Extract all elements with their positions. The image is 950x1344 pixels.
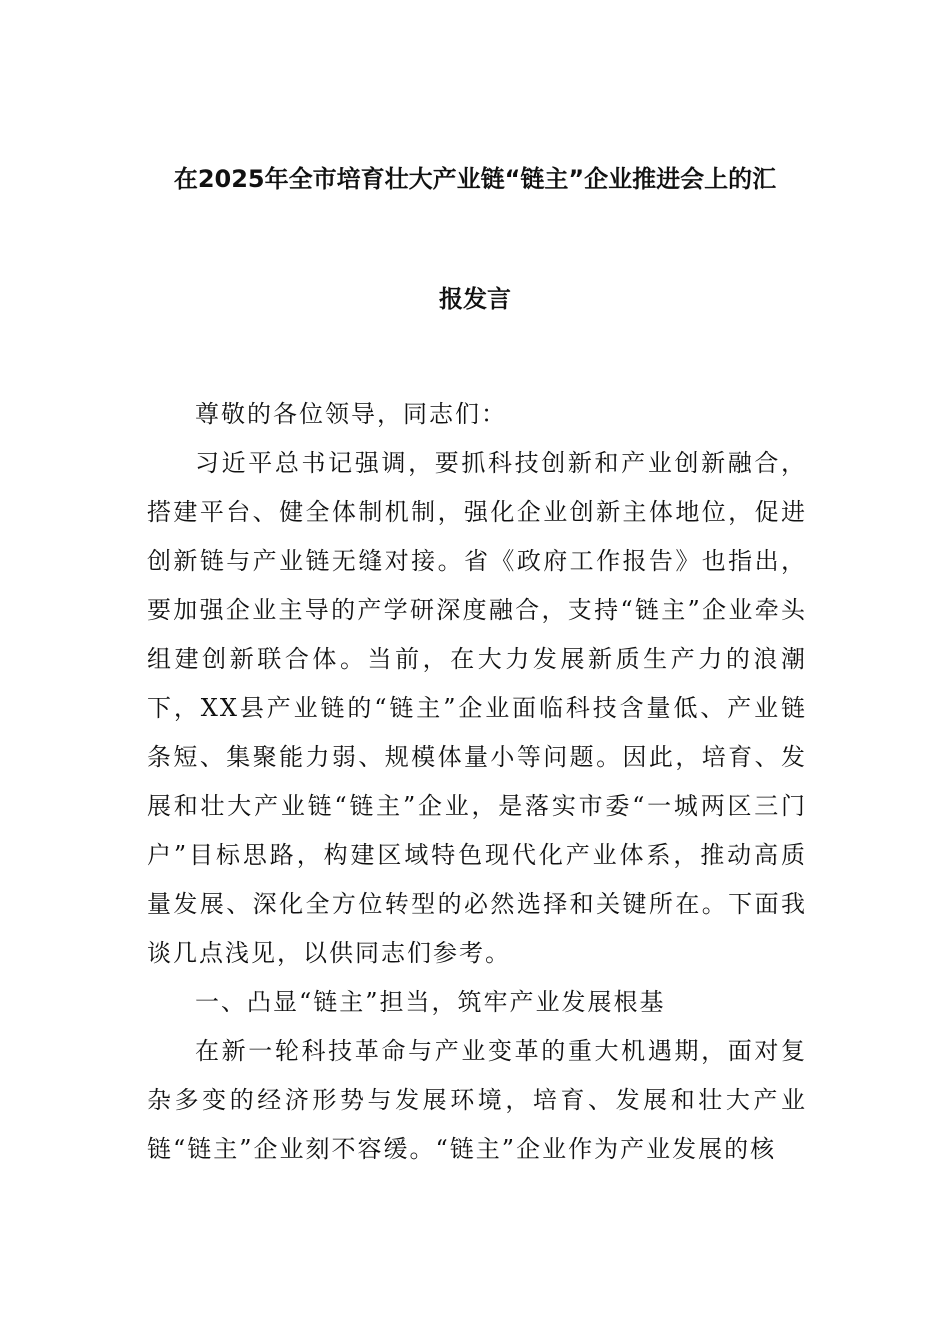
paragraph-intro: 习近平总书记强调，要抓科技创新和产业创新融合，搭建平台、健全体制机制，强化企业创新主体地位，促进创新链与产业链无缝对接。省《政府工作报告》也指出，要加强企业主导的产学研深度融合，支持“链主”企业牵头组建创新联合体。当前，在大力发展新质生产力的浪潮下，XX县产业链的“链主”企业面临科技含量低、产业链条短、集聚能力弱、规模体量小等问题。因此，培育、发展和壮大产业链“链主”企业，是落实市委“一城两区三门户”目标思路，构建区域特色现代化产业体系，推动高质量发展、深化全方位转型的必然选择和关键所在。下面我谈几点浅见，以供同志们参考。 xyxy=(147,449,807,967)
section-heading: 一、凸显“链主”担当，筑牢产业发展根基 xyxy=(195,988,666,1016)
document-body xyxy=(147,390,807,1174)
paragraph-section-one: 在新一轮科技革命与产业变革的重大机遇期，面对复杂多变的经济形势与发展环境，培育、发展和壮大产业链“链主”企业刻不容缓。“链主”企业作为产业发展的核 xyxy=(147,1037,807,1163)
salutation: 尊敬的各位领导，同志们： xyxy=(195,400,507,428)
document-title-line-1: 在2025年全市培育壮大产业链“链主”企业推进会上的汇 xyxy=(173,165,777,193)
document-title-line-2: 报发言 xyxy=(439,285,511,313)
